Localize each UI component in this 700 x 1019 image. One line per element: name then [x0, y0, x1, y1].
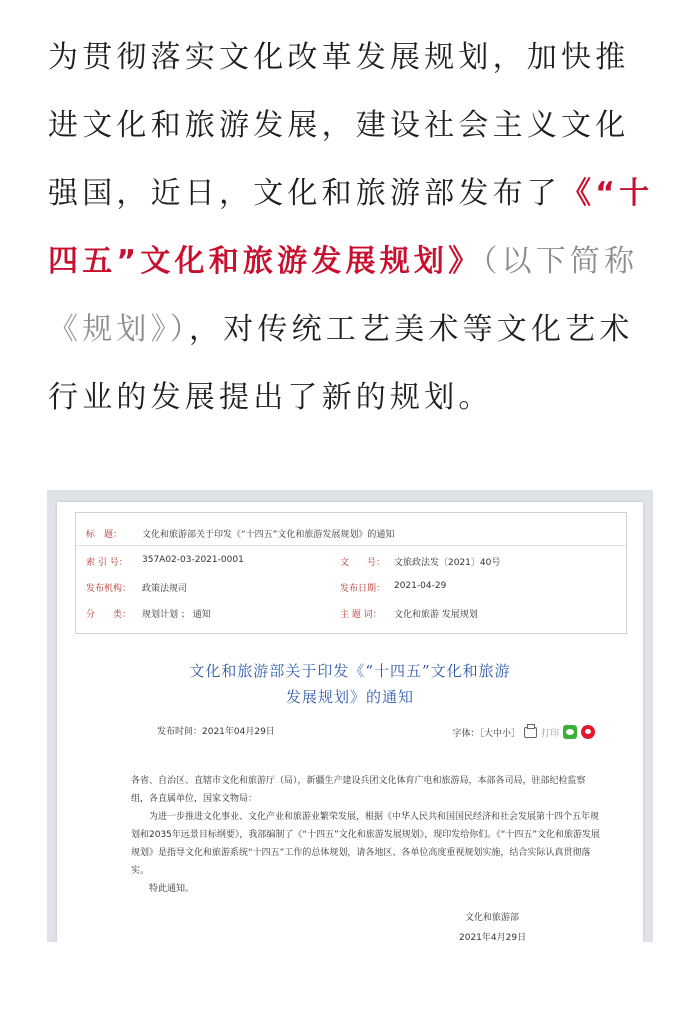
plan-title-highlight: 《“十四五”文化和旅游发展规划》 [48, 176, 654, 279]
notice-closing: 特此通知。 [149, 884, 195, 894]
meta-issuer-key: 发布机构： [86, 584, 132, 594]
article-paragraph [48, 24, 658, 432]
article-text-1: 为贯彻落实文化改革发展规划，加快推进文化和旅游发展，建设社会主义文化强国，近日，文化和旅游部发布了 [48, 40, 630, 211]
notice-title-line-1: 文化和旅游部关于印发《“十四五”文化和旅游 [189, 662, 511, 680]
article-text-2: ，对传统工艺美术等文化艺术行业的发展提出了新的规划。 [48, 312, 634, 415]
meta-row-category [76, 601, 626, 625]
notice-recipients: 各省、自治区、直辖市文化和旅游厅（局），新疆生产建设兵团文化体育广电和旅游局，本部各司局，驻部纪检监察组，各直属单位，国家文物局： [131, 776, 586, 804]
font-size-selector[interactable]: 字体：［大中小］ [452, 728, 520, 739]
meta-row-index [76, 549, 626, 573]
meta-topic-value: 文化和旅游 发展规划 [394, 610, 478, 620]
meta-title-key: 标 题： [86, 530, 123, 540]
meta-index-value: 357A02-03-2021-0001 [142, 555, 244, 565]
notice-screenshot [47, 490, 653, 942]
signature-date: 2021年4月29日 [459, 933, 527, 942]
meta-docno-value: 文旅政法发〔2021〕40号 [394, 558, 501, 568]
meta-index-key: 索 引 号： [86, 558, 128, 568]
tool-bar [452, 722, 595, 742]
meta-title-value: 文化和旅游部关于印发《“十四五”文化和旅游发展规划》的通知 [142, 530, 395, 540]
wechat-share-icon[interactable] [563, 725, 577, 739]
meta-docno-key: 文 号： [340, 558, 386, 568]
metadata-table [75, 512, 627, 634]
meta-date-value: 2021-04-29 [394, 581, 447, 591]
print-link[interactable]: 打印 [540, 728, 559, 739]
meta-row-issuer [76, 575, 626, 599]
notice-content: 为进一步推进文化事业、文化产业和旅游业繁荣发展，根据《中华人民共和国国民经济和社会发展第十四个五年规划和2035年远景目标纲要》，我部编制了《“十四五”文化和旅游发展规划》，现印发给你们。《“十四五”文化和旅游发展规划》是指导文化和旅游系统“十四五”工作的总体规划，请各地区、各单位高度重视规划实施，结合实际认真贯彻落实。 [131, 812, 601, 876]
article-body [48, 24, 658, 432]
notice-page [57, 502, 643, 942]
meta-topic-key: 主 题 词： [340, 610, 382, 620]
meta-category-key: 分 类： [86, 610, 132, 620]
meta-category-value: 规划计划 ； 通知 [142, 610, 211, 620]
abbreviation-note: （以下简称《规划》） [48, 244, 639, 347]
meta-date-key: 发布日期： [340, 584, 386, 594]
meta-row-title [76, 519, 626, 546]
publish-date: 发布时间：2021年04月29日 [157, 727, 275, 737]
notice-title-line-2: 发展规划》的通知 [285, 688, 414, 706]
notice-body [131, 772, 601, 898]
weibo-share-icon[interactable] [581, 725, 595, 739]
meta-issuer-value: 政策法规司 [142, 584, 188, 594]
print-icon[interactable] [524, 727, 537, 738]
signature-org: 文化和旅游部 [465, 913, 520, 923]
